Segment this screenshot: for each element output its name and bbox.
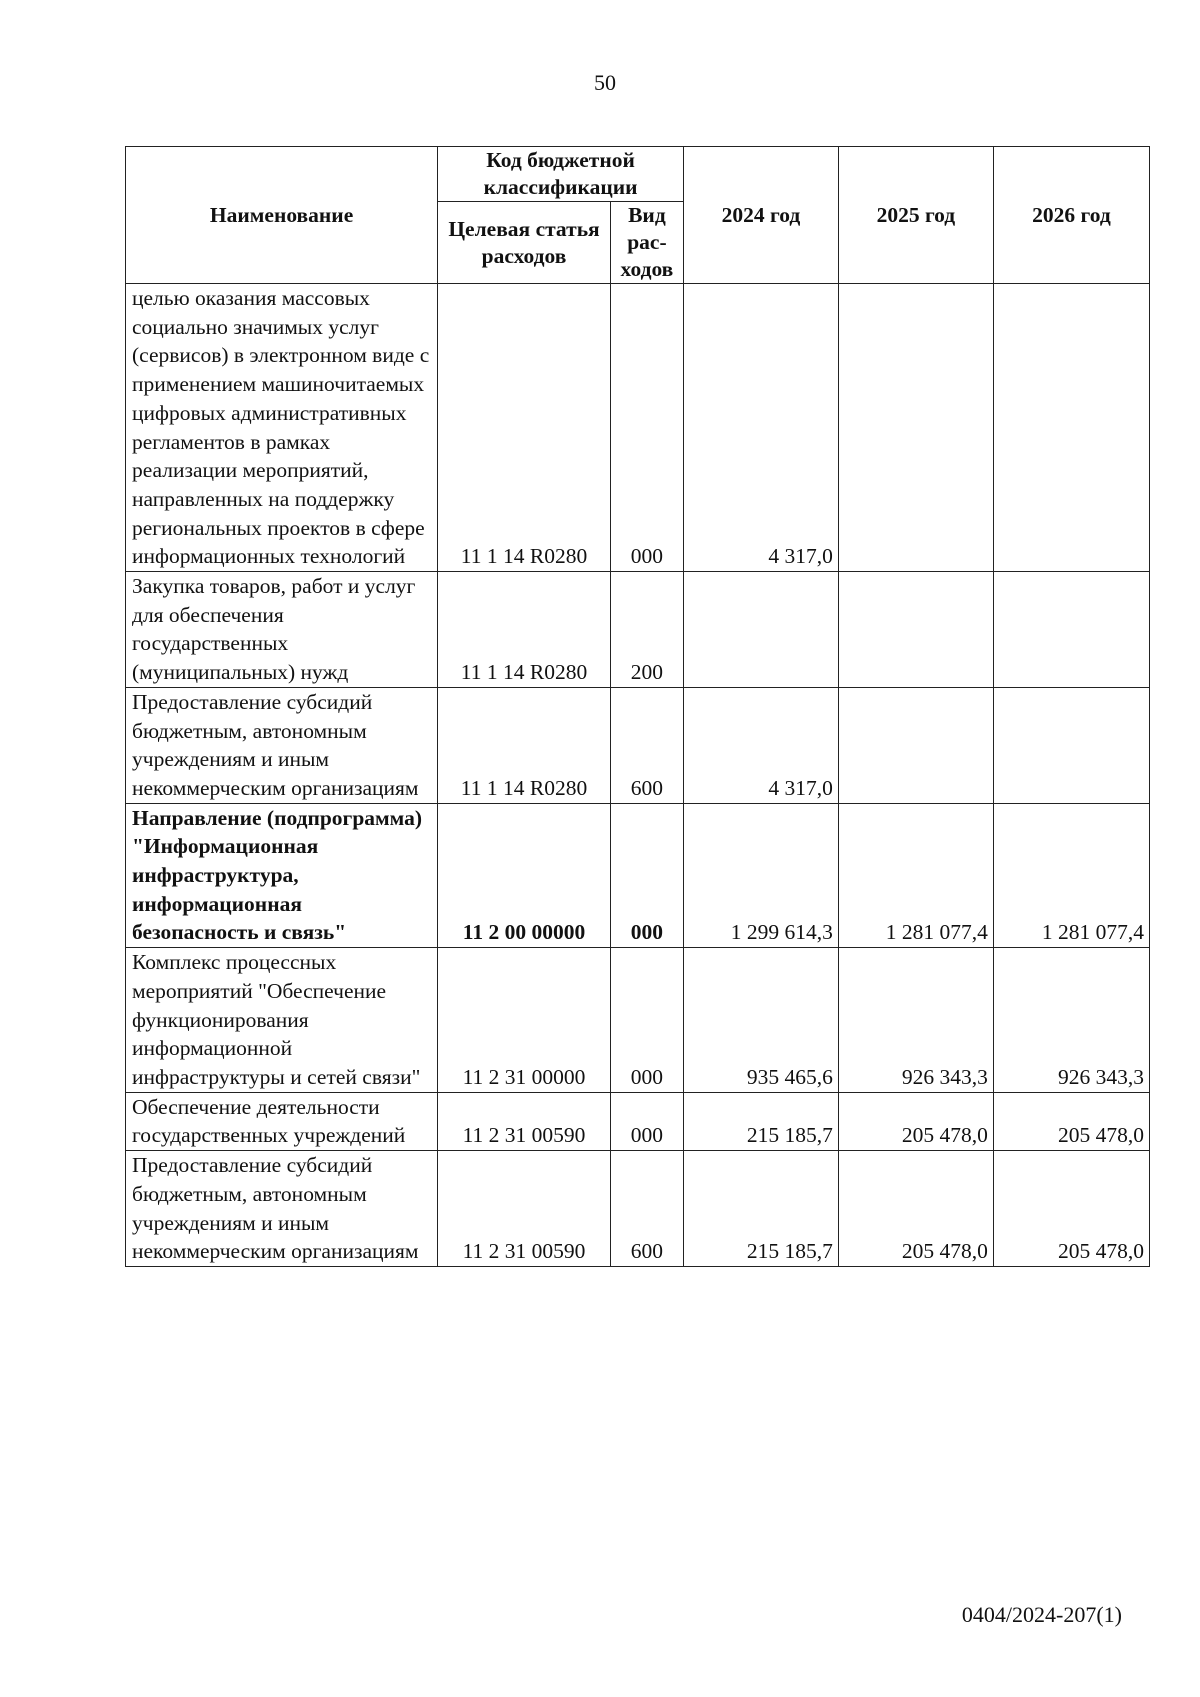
row-2026: 926 343,3 (993, 948, 1149, 1093)
row-2026 (993, 284, 1149, 572)
row-name: Комплекс процессных мероприятий "Обеспечение функционирования информационной инфраструктуры и сетей связи" (126, 948, 438, 1093)
row-kind: 000 (610, 948, 683, 1093)
table-row (126, 687, 1150, 803)
row-2026: 205 478,0 (993, 1151, 1149, 1267)
row-code: 11 1 14 R0280 (438, 687, 611, 803)
header-year-2024: 2024 год (683, 147, 838, 284)
table-row (126, 803, 1150, 948)
row-2025: 1 281 077,4 (838, 803, 993, 948)
page-number: 50 (594, 70, 616, 95)
row-kind: 000 (610, 284, 683, 572)
row-2026 (993, 572, 1149, 688)
row-kind: 000 (610, 803, 683, 948)
table-header (126, 147, 1150, 284)
row-2025: 205 478,0 (838, 1092, 993, 1150)
row-2025 (838, 284, 993, 572)
table-row (126, 948, 1150, 1093)
document-code: 0404/2024-207(1) (961, 1602, 1122, 1627)
row-name: Закупка товаров, работ и услуг для обеспечения государственных (муниципальных) нужд (126, 572, 438, 688)
row-2024 (683, 572, 838, 688)
row-2025: 205 478,0 (838, 1151, 993, 1267)
row-2025 (838, 572, 993, 688)
row-code: 11 2 31 00590 (438, 1092, 611, 1150)
row-name: Обеспечение деятельности государственных учреждений (126, 1092, 438, 1150)
row-code: 11 2 00 00000 (438, 803, 611, 948)
row-code: 11 1 14 R0280 (438, 572, 611, 688)
row-kind: 600 (610, 1151, 683, 1267)
row-2024: 215 185,7 (683, 1092, 838, 1150)
row-2025: 926 343,3 (838, 948, 993, 1093)
row-2024: 1 299 614,3 (683, 803, 838, 948)
row-name: Предоставление субсидий бюджетным, автономным учреждениям и иным некоммерческим организациям (126, 1151, 438, 1267)
table-row (126, 1151, 1150, 1267)
table-row (126, 572, 1150, 688)
header-year-2025: 2025 год (838, 147, 993, 284)
row-name: Направление (подпрограмма) "Информационная инфраструктура, информационная безопасность и связь" (126, 803, 438, 948)
row-code: 11 2 31 00000 (438, 948, 611, 1093)
header-name: Наименование (126, 147, 438, 284)
row-kind: 200 (610, 572, 683, 688)
row-2024: 215 185,7 (683, 1151, 838, 1267)
row-kind: 000 (610, 1092, 683, 1150)
row-2024: 935 465,6 (683, 948, 838, 1093)
table-row (126, 284, 1150, 572)
row-kind: 600 (610, 687, 683, 803)
row-code: 11 2 31 00590 (438, 1151, 611, 1267)
budget-table (125, 146, 1150, 1267)
row-2025 (838, 687, 993, 803)
row-2024: 4 317,0 (683, 284, 838, 572)
row-2026 (993, 687, 1149, 803)
header-target-article: Целевая статья расходов (438, 202, 611, 284)
row-2026: 205 478,0 (993, 1092, 1149, 1150)
row-2026: 1 281 077,4 (993, 803, 1149, 948)
header-code-group: Код бюджетной классификации (438, 147, 684, 202)
header-year-2026: 2026 год (993, 147, 1149, 284)
row-name: целью оказания массовых социально значимых услуг (сервисов) в электронном виде с применением машиночитаемых цифровых административных регламентов в рамках реализации мероприятий, направленных на поддержку региональных проектов в сфере информационных технологий (126, 284, 438, 572)
table-body (126, 284, 1150, 1267)
row-code: 11 1 14 R0280 (438, 284, 611, 572)
row-2024: 4 317,0 (683, 687, 838, 803)
row-name: Предоставление субсидий бюджетным, автономным учреждениям и иным некоммерческим организациям (126, 687, 438, 803)
table-row (126, 1092, 1150, 1150)
header-expense-type: Вид рас-ходов (610, 202, 683, 284)
